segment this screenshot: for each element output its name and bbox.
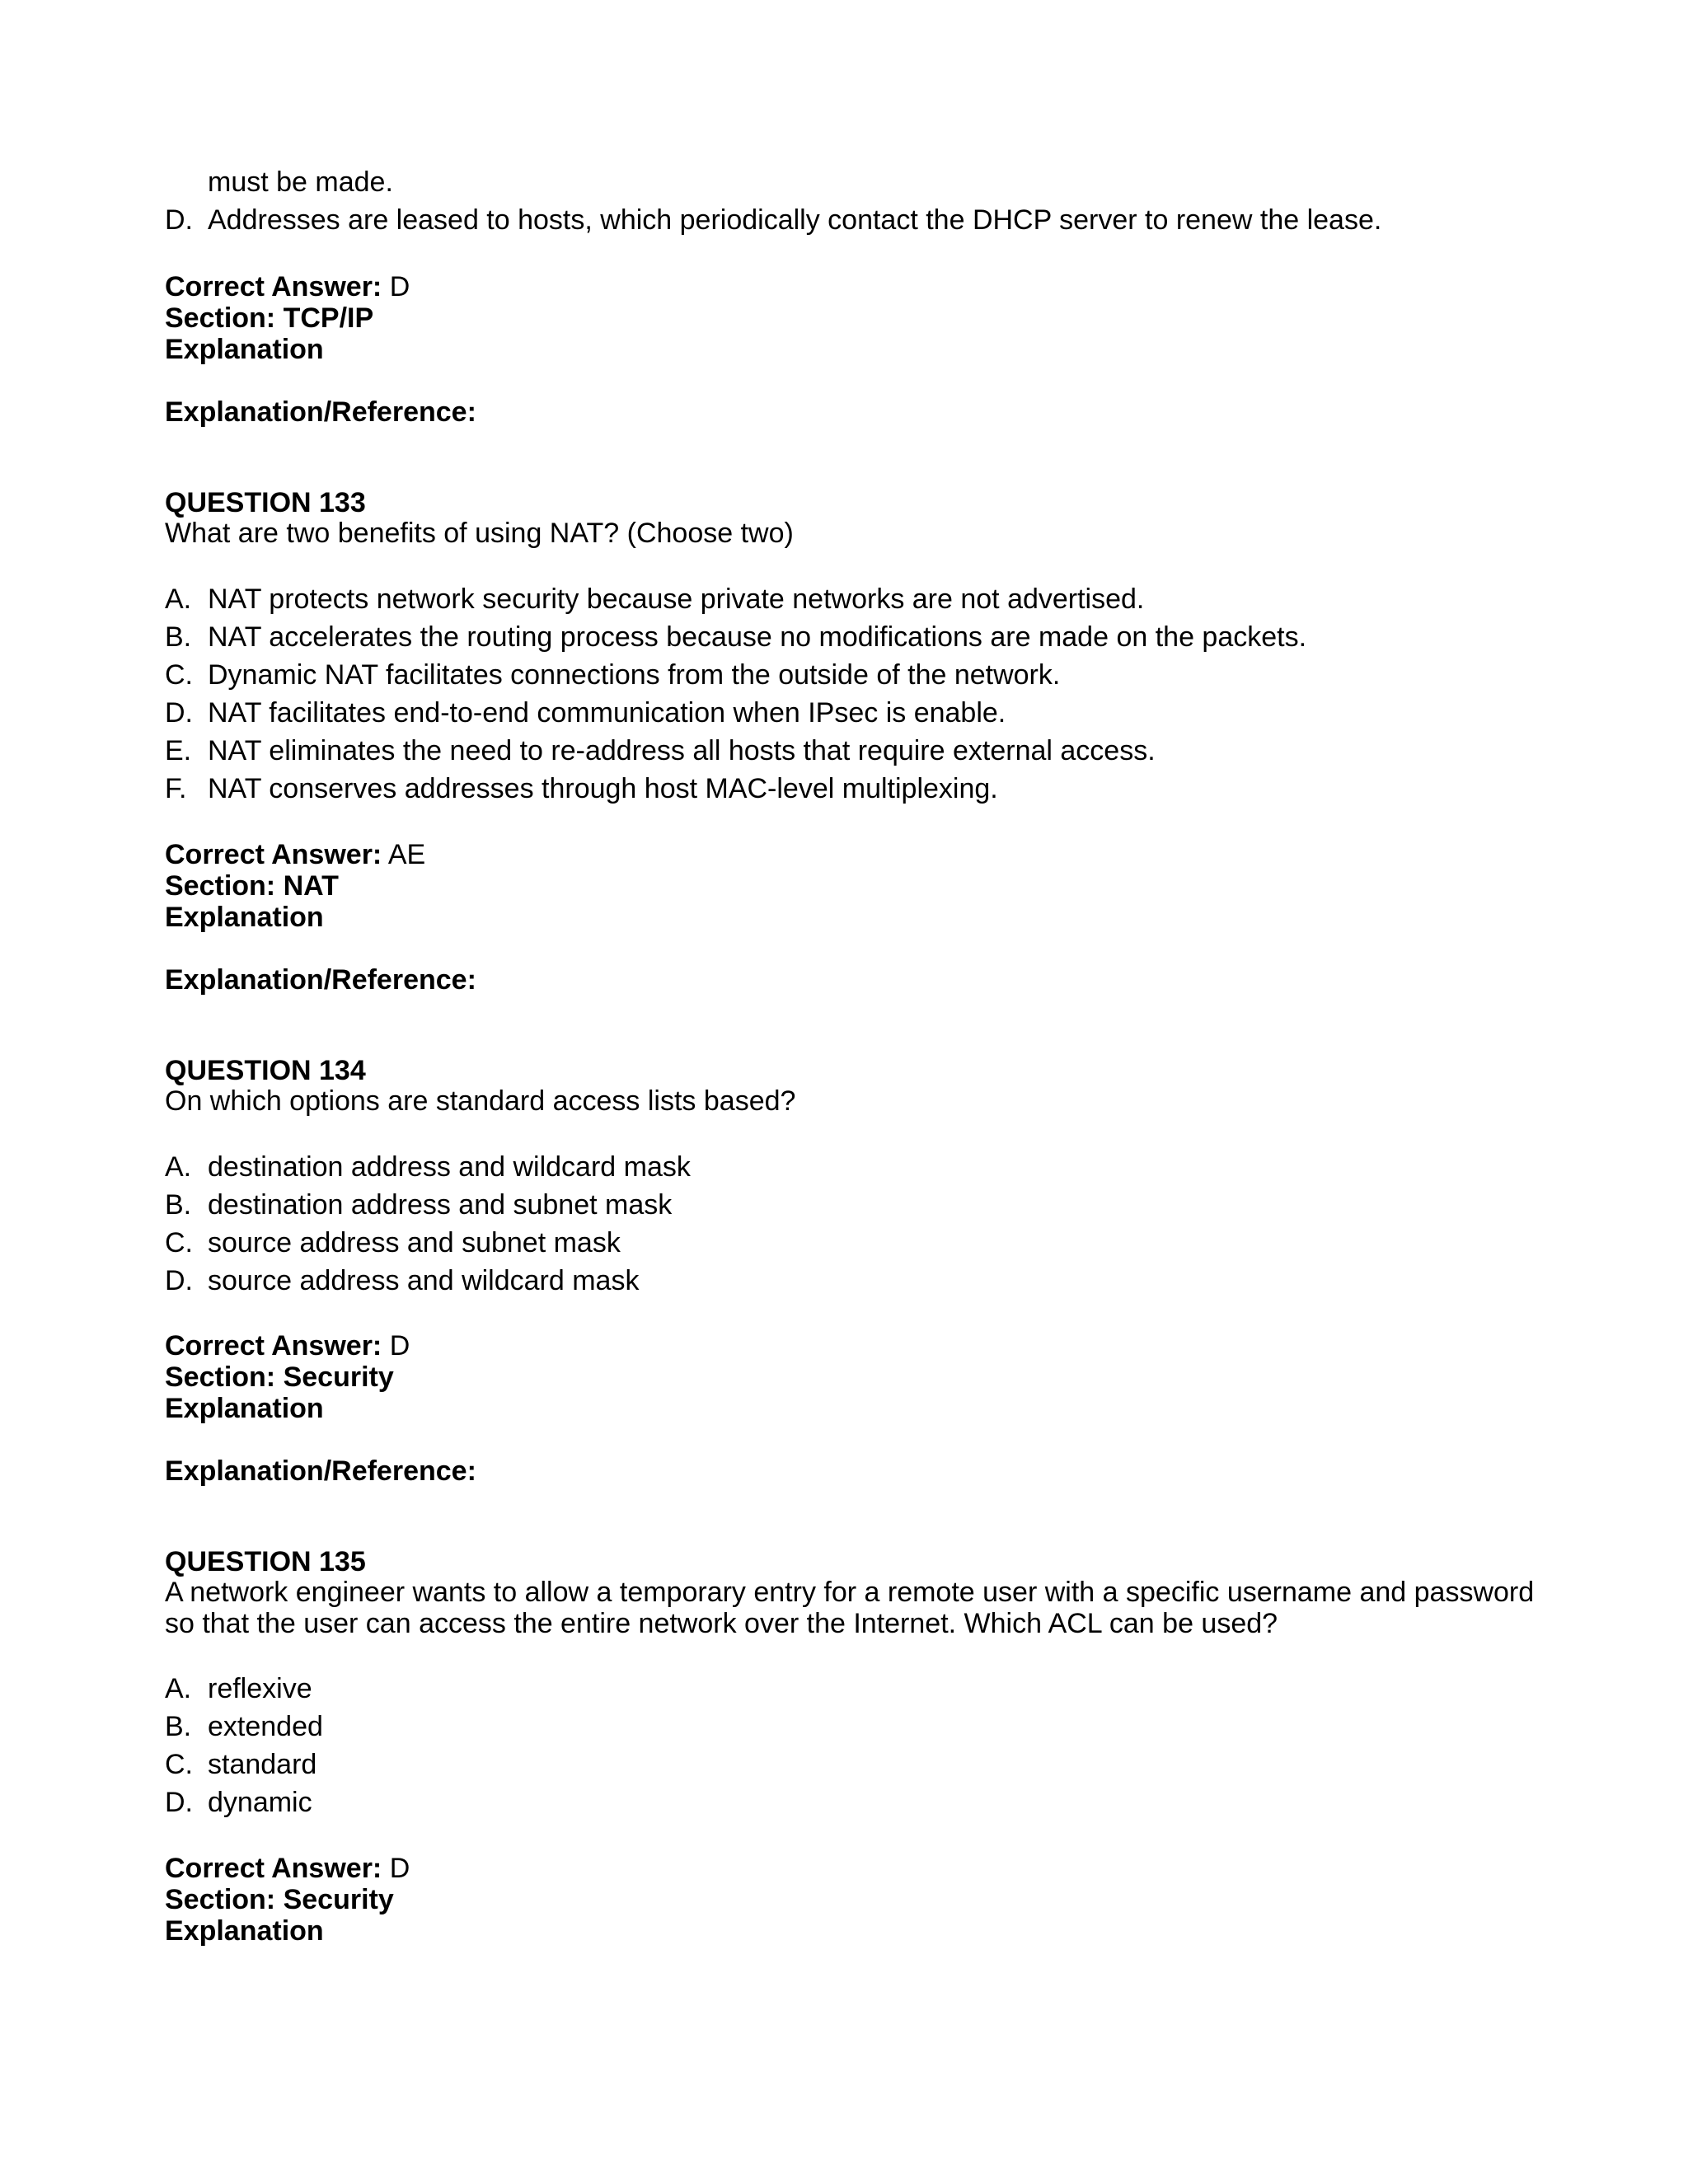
q134-option-letter-c: C. <box>165 1227 193 1258</box>
q133-option-text-d: NAT facilitates end-to-end communication when IPsec is enable. <box>208 697 1006 729</box>
q134-option-letter-d: D. <box>165 1265 193 1296</box>
q135-question-line-2: so that the user can access the entire network over the Internet. Which ACL can be used? <box>165 1608 1278 1639</box>
q133-explanation: Explanation <box>165 902 324 933</box>
q135-correct-answer <box>165 1853 1533 1885</box>
q133-option-text-c: Dynamic NAT facilitates connections from the outside of the network. <box>208 659 1061 691</box>
q135-option-letter-c: C. <box>165 1749 193 1780</box>
correct-answer-label: Correct Answer: <box>165 271 382 302</box>
q134-option-text-b: destination address and subnet mask <box>208 1189 673 1221</box>
correct-answer-value: D <box>382 271 410 302</box>
q133-title: QUESTION 133 <box>165 487 366 518</box>
prev-correct-answer <box>165 271 1533 303</box>
q133-option-letter-c: C. <box>165 659 193 691</box>
correct-answer-value: AE <box>382 839 426 870</box>
q133-correct-answer <box>165 839 1533 871</box>
q134-explanation-reference: Explanation/Reference: <box>165 1455 476 1487</box>
prev-option-text-d: Addresses are leased to hosts, which periodically contact the DHCP server to renew the lease. <box>208 204 1382 236</box>
q133-option-text-f: NAT conserves addresses through host MAC-level multiplexing. <box>208 773 998 804</box>
prev-continued-text: must be made. <box>208 166 393 198</box>
q135-option-letter-b: B. <box>165 1711 192 1742</box>
q135-option-letter-a: A. <box>165 1673 192 1704</box>
q135-option-text-b: extended <box>208 1711 323 1742</box>
q133-option-letter-f: F. <box>165 773 187 804</box>
q135-option-text-d: dynamic <box>208 1787 312 1818</box>
q134-option-text-d: source address and wildcard mask <box>208 1265 640 1296</box>
q133-option-letter-d: D. <box>165 697 193 729</box>
q133-explanation-reference: Explanation/Reference: <box>165 964 476 996</box>
q133-option-letter-e: E. <box>165 735 192 766</box>
q134-title: QUESTION 134 <box>165 1055 366 1086</box>
q135-title: QUESTION 135 <box>165 1546 366 1577</box>
q133-option-text-e: NAT eliminates the need to re-address all hosts that require external access. <box>208 735 1156 766</box>
q133-section: Section: NAT <box>165 870 339 902</box>
correct-answer-label: Correct Answer: <box>165 839 382 870</box>
q134-option-letter-a: A. <box>165 1151 192 1183</box>
correct-answer-value: D <box>382 1330 410 1361</box>
correct-answer-label: Correct Answer: <box>165 1853 382 1884</box>
q135-question-text <box>165 1577 1533 1639</box>
q133-option-letter-a: A. <box>165 583 192 615</box>
q133-option-text-a: NAT protects network security because private networks are not advertised. <box>208 583 1145 615</box>
q133-question-text: What are two benefits of using NAT? (Choose two) <box>165 518 794 549</box>
q134-explanation: Explanation <box>165 1393 324 1424</box>
q134-option-letter-b: B. <box>165 1189 192 1221</box>
q135-section: Section: Security <box>165 1884 394 1915</box>
q134-option-text-c: source address and subnet mask <box>208 1227 621 1258</box>
prev-explanation: Explanation <box>165 334 324 365</box>
prev-explanation-reference: Explanation/Reference: <box>165 396 476 428</box>
q133-option-text-b: NAT accelerates the routing process because no modifications are made on the packets. <box>208 621 1307 653</box>
q133-option-letter-b: B. <box>165 621 192 653</box>
q134-option-text-a: destination address and wildcard mask <box>208 1151 691 1183</box>
prev-section: Section: TCP/IP <box>165 302 374 334</box>
q135-question-line-1: A network engineer wants to allow a temporary entry for a remote user with a specific username and password <box>165 1577 1535 1608</box>
correct-answer-value: D <box>382 1853 410 1884</box>
q135-option-letter-d: D. <box>165 1787 193 1818</box>
q134-correct-answer <box>165 1330 1533 1362</box>
q134-question-text: On which options are standard access lists based? <box>165 1085 796 1117</box>
q135-explanation: Explanation <box>165 1915 324 1947</box>
q135-option-text-c: standard <box>208 1749 317 1780</box>
q135-option-text-a: reflexive <box>208 1673 312 1704</box>
correct-answer-label: Correct Answer: <box>165 1330 382 1361</box>
q134-section: Section: Security <box>165 1361 394 1393</box>
prev-option-letter-d: D. <box>165 204 193 236</box>
